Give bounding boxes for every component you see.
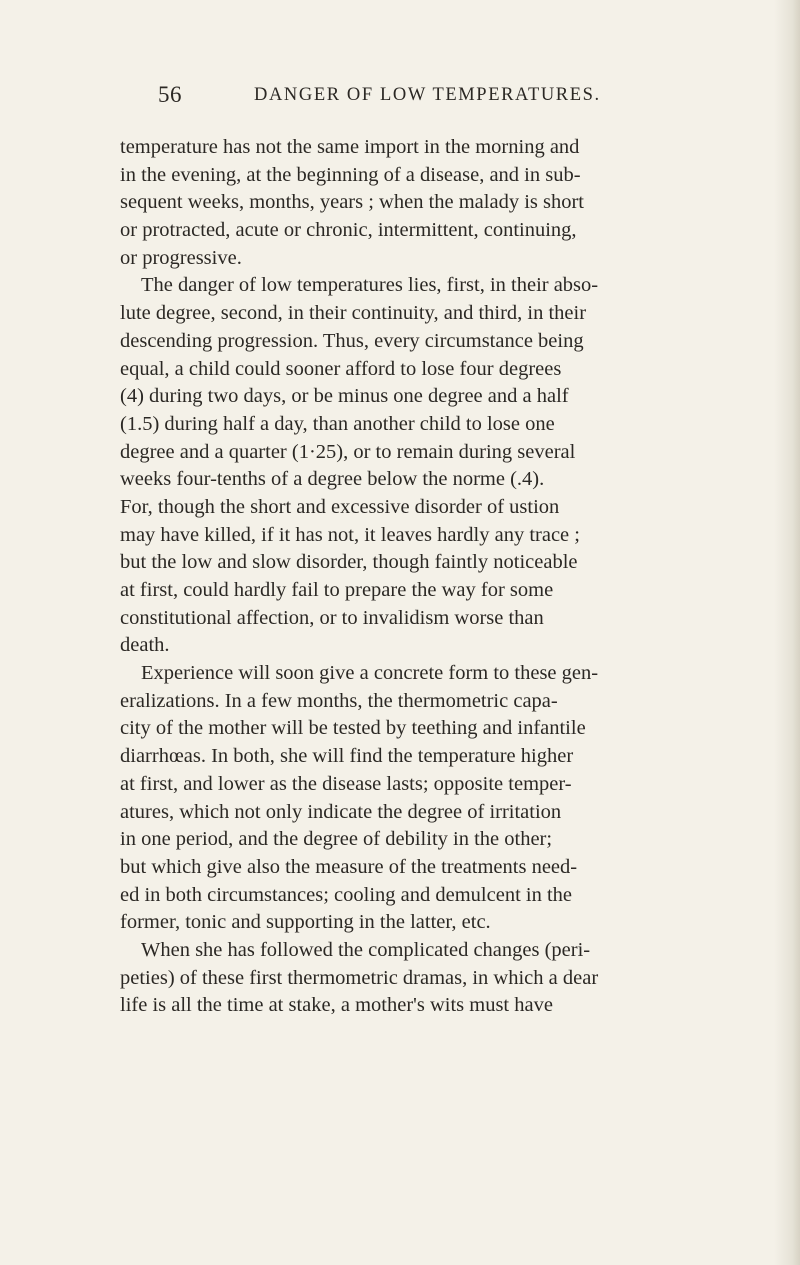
paragraph-start-line: Experience will soon give a concrete form to these gen- [141, 662, 599, 685]
text-line: (1.5) during half a day, than another child to lose one [120, 412, 555, 435]
text-line: in the evening, at the beginning of a disease, and in sub- [120, 163, 581, 186]
paragraph-start-line: When she has followed the complicated changes (peri- [141, 938, 591, 961]
text-line: ed in both circumstances; cooling and demulcent in the [120, 883, 573, 906]
text-line: weeks four-tenths of a degree below the norme (.4). [120, 468, 545, 491]
text-line: equal, a child could sooner afford to lose four degrees [120, 357, 562, 380]
text-line: city of the mother will be tested by teething and infantile [120, 717, 586, 740]
text-line: at first, could hardly fail to prepare the way for some [120, 579, 554, 601]
text-line: eralizations. In a few months, the thermometric capa- [120, 689, 558, 712]
page-header [0, 82, 800, 122]
text-line: or progressive. [120, 246, 242, 269]
text-line: life is all the time at stake, a mother's wits must have [120, 994, 553, 1017]
text-line: but which give also the measure of the treatments need- [120, 855, 578, 878]
text-line: sequent weeks, months, years ; when the malady is short [120, 191, 585, 214]
text-line: atures, which not only indicate the degree of irritation [120, 800, 562, 823]
text-line: former, tonic and supporting in the latter, etc. [120, 911, 491, 934]
text-line: (4) during two days, or be minus one degree and a half [120, 385, 569, 408]
text-line: temperature has not the same import in the morning and [120, 136, 580, 158]
text-line: peties) of these first thermometric dramas, in which a dear [120, 966, 599, 989]
text-line: in one period, and the degree of debility in the other; [120, 828, 553, 851]
text-line: constitutional affection, or to invalidism worse than [120, 606, 544, 629]
text-line: diarrhœas. In both, she will find the temperature higher [120, 745, 574, 768]
text-line: may have killed, if it has not, it leaves hardly any trace ; [120, 523, 580, 546]
page-number: 56 [158, 82, 182, 107]
text-line: descending progression. Thus, every circumstance being [120, 329, 584, 352]
running-title: DANGER OF LOW TEMPERATURES. [254, 85, 601, 105]
text-line: but the low and slow disorder, though faintly noticeable [120, 551, 578, 574]
text-line: degree and a quarter (1·25), or to remain during several [120, 440, 576, 463]
text-line: or protracted, acute or chronic, intermittent, continuing, [120, 219, 577, 242]
text-line: lute degree, second, in their continuity, and third, in their [120, 302, 587, 325]
body-text [120, 134, 790, 1020]
text-line: at first, and lower as the disease lasts; opposite temper- [120, 772, 572, 795]
text-line: For, though the short and excessive disorder of ustion [120, 495, 560, 518]
text-line: death. [120, 634, 170, 657]
paragraph-start-line: The danger of low temperatures lies, first, in their abso- [141, 274, 599, 297]
